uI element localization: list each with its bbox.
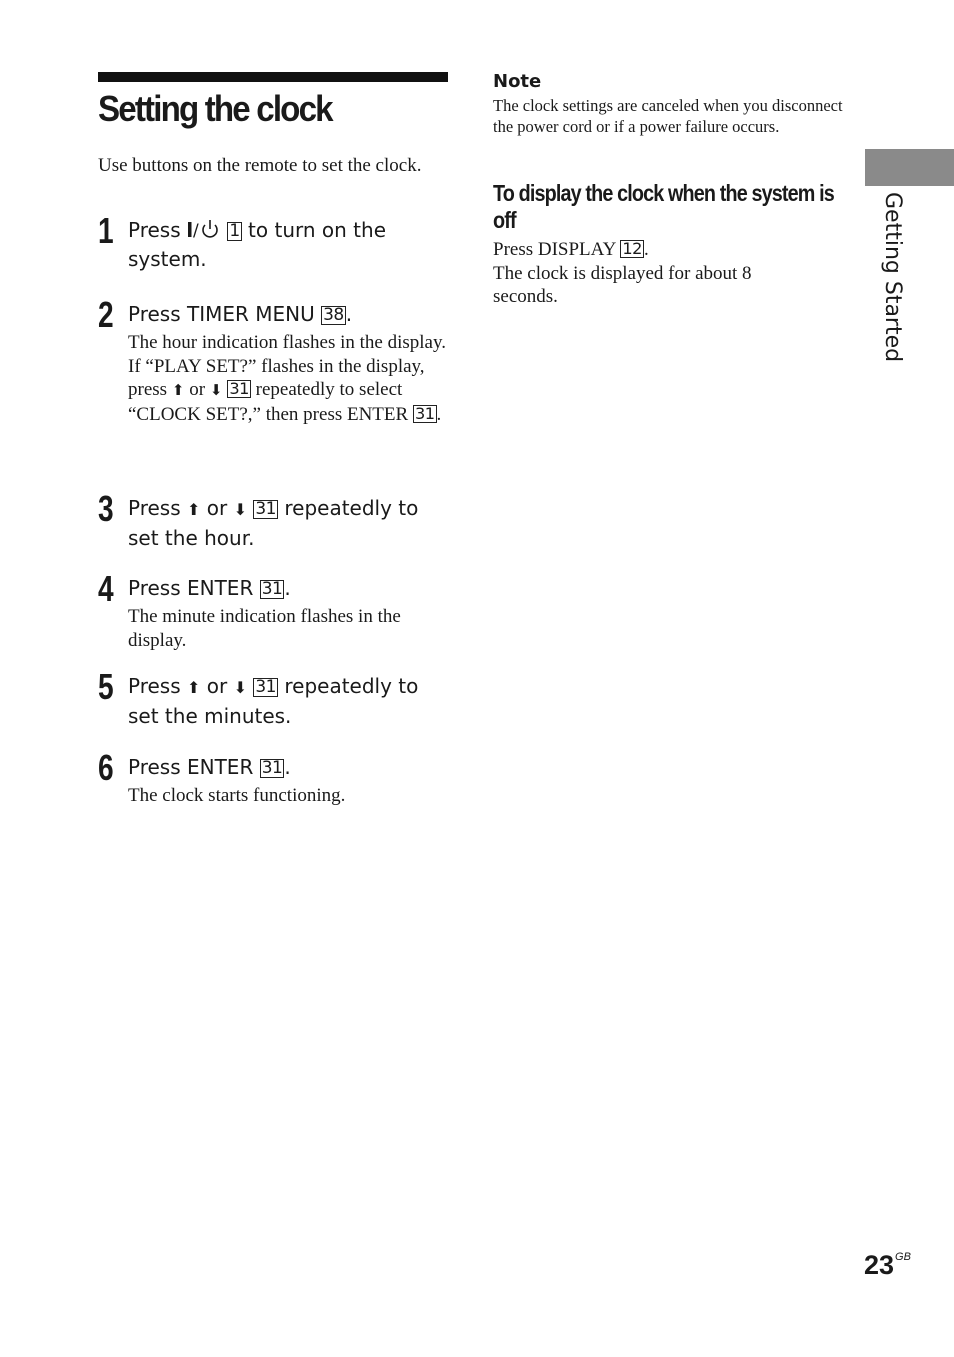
intro-text: Use buttons on the remote to set the clock. (98, 155, 422, 176)
up-arrow-icon: ⬆ (187, 678, 201, 697)
heading-rule (98, 72, 448, 82)
step-text: . (345, 302, 353, 326)
step-text: . (284, 755, 291, 779)
display-clock-line: The clock is displayed for about 8 seconds. (493, 262, 752, 307)
page-number (864, 1250, 911, 1281)
step-text: Press (128, 674, 187, 698)
note-heading: Note (493, 71, 542, 92)
note-text: The clock settings are canceled when you disconnect the power cord or if a power failure occurs. (493, 96, 843, 136)
step-number: 1 (98, 210, 114, 251)
section-tab (865, 149, 954, 186)
down-arrow-icon: ⬇ (209, 382, 223, 399)
up-arrow-icon: ⬆ (187, 500, 201, 519)
step-detail: The clock starts functioning. (128, 785, 346, 806)
step-3 (98, 488, 450, 553)
detail-text: . (436, 403, 442, 425)
step-number: 3 (98, 488, 114, 529)
step-number: 2 (98, 294, 114, 335)
up-arrow-icon: ⬆ (171, 382, 185, 399)
detail-text: repeatedly to select “CLOCK SET?,” then press ENTER (128, 379, 413, 425)
step-instruction (128, 672, 450, 731)
step-text: or (200, 496, 234, 520)
step-text: Press ENTER (128, 755, 260, 779)
display-clock-text-part: . (643, 239, 649, 260)
step-instruction (128, 216, 450, 274)
display-clock-text-part: Press DISPLAY (493, 239, 621, 260)
step-instruction (128, 574, 450, 603)
section-label: Getting Started (880, 192, 905, 363)
step-text: Press TIMER MENU (128, 302, 322, 326)
down-arrow-icon: ⬇ (233, 500, 247, 519)
step-text: repeatedly to set the minutes. (128, 674, 419, 728)
step-2 (98, 294, 450, 426)
step-instruction (128, 753, 450, 782)
key-number: 31 (255, 499, 276, 519)
key-number: 31 (414, 403, 435, 423)
key-number: 31 (229, 379, 249, 398)
key-number: 31 (261, 758, 283, 778)
step-number: 6 (98, 747, 114, 788)
step-number: 4 (98, 568, 114, 609)
page-suffix: GB (895, 1251, 911, 1263)
step-detail (128, 331, 450, 426)
step-text: to turn on the system. (128, 218, 386, 271)
step-text: Press (128, 218, 187, 242)
step-instruction (128, 494, 450, 553)
step-text: or (200, 674, 234, 698)
step-detail: The minute indication flashes in the display. (128, 606, 401, 651)
step-text: Press (128, 496, 187, 520)
detail-text: or (184, 379, 210, 400)
display-clock-heading: To display the clock when the system is off (493, 180, 834, 233)
step-instruction (128, 300, 450, 329)
detail-line: The hour indication flashes in the display. (128, 332, 446, 353)
power-icon (187, 216, 221, 245)
step-number: 5 (98, 666, 114, 707)
step-text: . (284, 576, 291, 600)
page-title: Setting the clock (98, 88, 332, 129)
detail-line (128, 355, 450, 427)
step-4 (98, 568, 450, 652)
display-clock-line (493, 238, 823, 262)
svg-text:/: / (193, 221, 199, 239)
step-text: Press ENTER (128, 576, 260, 600)
step-5 (98, 666, 450, 731)
key-number: 31 (261, 579, 283, 599)
step-1 (98, 210, 450, 274)
key-number: 31 (255, 677, 276, 697)
key-number: 38 (323, 305, 344, 325)
key-number: 1 (229, 221, 240, 241)
display-clock-text (493, 238, 823, 309)
step-text: repeatedly to set the hour. (128, 496, 419, 550)
down-arrow-icon: ⬇ (233, 678, 247, 697)
detail-text: If “PLAY SET?” flashes in the display, press (128, 355, 425, 400)
key-number: 12 (622, 239, 642, 258)
page-number-value: 23 (864, 1250, 895, 1280)
step-6 (98, 747, 450, 808)
